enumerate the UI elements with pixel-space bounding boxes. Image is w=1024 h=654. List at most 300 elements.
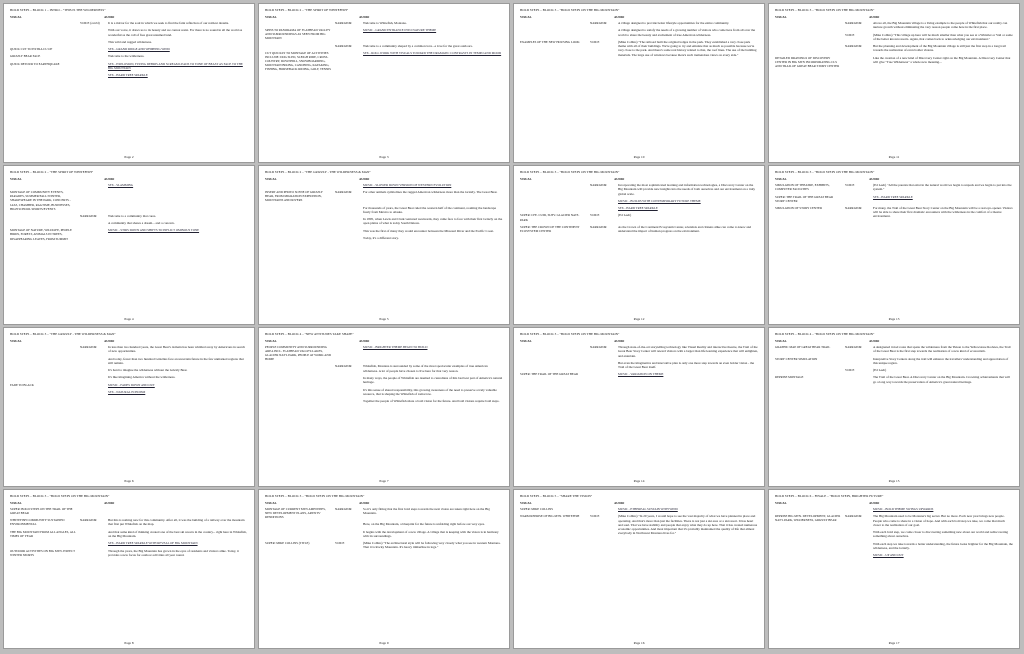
visual-cue xyxy=(10,390,76,394)
script-row xyxy=(10,530,248,539)
narration-text: This was the first of many they would encounter between the Missouri River and the Pacific Coast. xyxy=(363,228,494,233)
sound-music-cue: MUSIC - GRAND ENTRANCE INTO NATURE THEME xyxy=(363,28,437,33)
visual-cue xyxy=(265,236,331,240)
visual-column-heading: VISUAL xyxy=(265,501,277,505)
script-row xyxy=(775,33,1013,42)
sound-music-cue: SFX - SLAMMING xyxy=(108,183,134,187)
page-number: Page 6 xyxy=(124,478,134,483)
narration-text: For other animals symbolizes the rugged American wilderness more than the Grizzly. The Great Bear. xyxy=(363,190,498,195)
audio-column-heading: AUDIO xyxy=(869,501,880,505)
visual-cue: REPRISE BIG MTN. DEVELOPMENT, GLACIER NAT'L PARK, WILDERNESS, GRIZZLY BEAR xyxy=(775,514,841,523)
script-row xyxy=(10,28,248,37)
document-page[interactable] xyxy=(4,4,254,162)
document-page[interactable] xyxy=(259,328,509,486)
script-row xyxy=(10,541,248,545)
visual-cue: INSERT AND PHOTO SCENE OF GRIZZLY BEAR, FROM MIGRATION EXPEDITION, MOUNTAINS AND RIVERS xyxy=(265,190,323,203)
sound-music-cue: MUSIC - VARIATION ON THEME xyxy=(618,372,664,377)
page-number: Page 13 xyxy=(888,316,900,321)
sound-music-cue: MUSIC - SLOWER DOWN VERSION OF WESTERN EVOLUTION xyxy=(363,183,452,187)
speaker-label xyxy=(80,228,104,240)
visual-cue xyxy=(775,368,841,372)
script-row xyxy=(775,375,1013,384)
audio-text xyxy=(108,214,248,218)
visual-cue xyxy=(520,206,586,210)
audio-text xyxy=(108,507,248,515)
script-row xyxy=(775,507,1013,511)
visual-cue: SUPER: MIKE COLLINS (TITLE) xyxy=(265,541,310,546)
audio-text xyxy=(873,368,1013,372)
audio-text xyxy=(363,364,503,373)
audio-text xyxy=(108,390,248,394)
script-body xyxy=(775,183,1013,316)
narration-text: But this is nothing new for this community. After all, it was the building of a railway over the mountain that first put Whitefish on the map. xyxy=(108,518,245,527)
audio-text xyxy=(873,183,1013,192)
visual-cue: THE BIG MOUNTAIN FROM ALL ANGLES, ALL TIMES OF YEAR xyxy=(10,529,76,538)
audio-text xyxy=(618,225,758,234)
narration-text: But the planning and development of the Big Mountain village is still just the first step in a long trail towards the realization of even bolder visions. xyxy=(873,44,1006,53)
visual-cue xyxy=(265,530,331,539)
audio-text xyxy=(108,368,248,372)
page-header: BOLD STEPS – BLOCK 3 – "BOLD STEPS ON THE BIG MOUNTAIN" xyxy=(520,170,620,174)
narration-text: Above all, the Big Mountain village is a living example to the people of Whitefish that our reality can nurture growth without eliminating the very reason people come here in the first place. xyxy=(873,21,1008,30)
visual-column-heading: VISUAL xyxy=(10,177,22,181)
narration-text: (Ed Leeb) xyxy=(873,368,887,373)
audio-text xyxy=(873,542,1013,551)
audio-column-heading: AUDIO xyxy=(869,15,880,19)
narration-text: (Mike Collins) "The railroad built the original lodges in the park. They established a very close park theme with all of their buildings. We're going to try and emulate that as much as possible because we're very close to the park. And there's some real history related to that, the roof lines. The use of the building materials. The large use of windows because there's such tremendous views on every side." xyxy=(618,39,757,57)
script-body xyxy=(520,183,758,316)
narration-text: It's hard to imagine the wilderness without the Grizzly Bear. xyxy=(108,368,188,373)
document-page[interactable] xyxy=(514,166,764,324)
audio-text xyxy=(618,183,758,196)
audio-text xyxy=(873,206,1013,219)
visual-column-heading: VISUAL xyxy=(775,501,787,505)
speaker-label xyxy=(590,199,614,203)
audio-column-heading: AUDIO xyxy=(104,501,115,505)
narration-text: (Mike Collins) "In 20 years, I would hope to see the vast majority of what we have planned in place and operating. And that's more than just the facilities. There is not just a ski area or a ski resort. It has heart and soul. That we have stability and people that enjoy what they do up here. That it has created numerous economic opportunities. And most important that it's probably maintained the quality of life that almost everybody in Northwest Montana lives for." xyxy=(618,514,758,536)
sound-music-cue: MUSIC - ETHEREAL SUSTAIN WITH WIND xyxy=(618,507,678,511)
visual-column-heading: VISUAL xyxy=(10,501,22,505)
sound-music-cue: SFX - EXPLOSION, FLYING DEBRIS AND SCREAM LEADS TO TONE OF BEAST AS FACE TO THE BIG MOUNTAIN xyxy=(108,61,243,71)
audio-text xyxy=(618,372,758,376)
audio-text xyxy=(873,375,1013,384)
visual-cue: FADE TO BLACK xyxy=(10,382,34,387)
page-number: Page 17 xyxy=(888,640,900,645)
speaker-label xyxy=(335,28,359,40)
sound-music-cue: MUSIC - UP AND OUT xyxy=(873,553,904,558)
narration-text: Interpretive Story Centers along the trail will enhance the travellers' understanding and appreciation of this unique region. xyxy=(873,356,1009,365)
script-row xyxy=(265,541,503,550)
speaker-label xyxy=(335,183,359,187)
script-body xyxy=(10,345,248,478)
audio-text xyxy=(363,51,503,71)
narration-text: Together the people of Whitefish share a bold vision for the future. And bold visions require bold steps. xyxy=(363,399,500,404)
audio-text xyxy=(108,28,248,37)
script-row xyxy=(775,542,1013,551)
document-page[interactable] xyxy=(259,166,509,324)
visual-cue xyxy=(265,388,331,397)
document-page[interactable] xyxy=(4,328,254,486)
narration-text: The Big Mountain used to be Montana's big secret. But no more. Each new year brings new people. People who come to share in a vision of hope. And with each bold step we take, we come that much closer to the realization of our goal. xyxy=(873,514,1005,527)
narration-text: It begins with the development of a new village. A village that is keeping with the vision is in harmony with its surroundings. xyxy=(363,529,499,538)
sound-music-cue: MUSIC - BRIGHTER THEME BEGIN TO BUILD xyxy=(363,345,428,349)
audio-text xyxy=(873,507,1013,511)
document-page[interactable] xyxy=(259,490,509,648)
narration-text: Welcome to a community that cares. xyxy=(108,213,157,218)
speaker-label xyxy=(335,522,359,526)
script-row xyxy=(10,390,248,394)
document-page[interactable] xyxy=(769,490,1019,648)
visual-cue: MONTAGE OF COMMUNITY EVENTS, PARADES, SUMMER/FALL/WINTER, SHAKESPEARE IN THE PARK, CONCERTS - JAZZ, CHAMBER, RAGTIME, BUSINESSES, HIGH SCHOOL SPORTS/EVENTS xyxy=(10,190,71,211)
speaker-label: NARRATOR xyxy=(845,44,862,49)
script-row xyxy=(10,345,248,354)
document-page[interactable] xyxy=(769,4,1019,162)
narration-text: Incorporating the most sophisticated learning and information technologies, a Discovery Center on the Big Mountain will provide new insights into the needs of both ourselves and our environment on a truly global scale. xyxy=(618,183,756,196)
speaker-label xyxy=(80,530,104,539)
audio-column-heading: AUDIO xyxy=(614,15,625,19)
visual-cue xyxy=(10,345,76,354)
audio-text xyxy=(618,206,758,210)
speaker-label: NARRATOR xyxy=(845,21,862,25)
document-page[interactable] xyxy=(514,490,764,648)
narration-text: It's like imagining America without the wilderness. xyxy=(108,375,176,380)
script-body xyxy=(265,507,503,640)
page-number: Page 4 xyxy=(124,316,134,321)
visual-cue xyxy=(520,21,586,25)
visual-column-heading: VISUAL xyxy=(775,339,787,343)
script-row xyxy=(520,206,758,210)
narration-text: Welcome to a community shaped by a common love...a love for the great outdoors. xyxy=(363,43,473,48)
page-number: Page 10 xyxy=(633,154,645,159)
speaker-label: VOICE xyxy=(845,368,855,373)
script-row xyxy=(775,530,1013,539)
script-body xyxy=(10,21,248,154)
audio-text xyxy=(363,522,503,526)
visual-cue xyxy=(775,33,841,42)
speaker-label xyxy=(335,236,359,240)
script-row xyxy=(520,21,758,25)
narration-text: Through the years, the Big Mountain has grown in the eyes of residents and visitors alike. Today, it provides a new focus for outdoor activities all year round. xyxy=(108,548,239,557)
script-row xyxy=(265,236,503,240)
visual-cue: REPRISE MONTAGE xyxy=(775,375,804,380)
speaker-label xyxy=(80,507,104,515)
sound-music-cue: MUSIC - BUILDS WITH CONTEMPORARY FUTURE THEME xyxy=(618,198,701,203)
document-page[interactable] xyxy=(514,4,764,162)
audio-text xyxy=(873,514,1013,527)
script-row xyxy=(10,549,248,558)
script-row xyxy=(265,21,503,25)
script-row xyxy=(520,40,758,57)
document-page[interactable] xyxy=(514,328,764,486)
speaker-label xyxy=(80,28,104,37)
audio-text xyxy=(108,183,248,187)
audio-text xyxy=(108,541,248,545)
audio-text xyxy=(363,21,503,25)
visual-cue xyxy=(775,21,841,30)
speaker-label: VOICE (cont'd) xyxy=(80,21,100,25)
visual-cue xyxy=(10,73,76,77)
narration-text: In many ways, the people of Whitefish are deemed to custodians of this last best part of America's natural heritage. xyxy=(363,375,503,385)
speaker-label: NARRATOR xyxy=(80,213,97,218)
speaker-label xyxy=(80,62,104,71)
script-row xyxy=(775,44,1013,53)
narration-text: (Ed Leeb) "All the parents that exist in the natural world we begin to unpack and we begin to put into the system." xyxy=(873,183,1012,192)
audio-text xyxy=(363,190,503,202)
visual-cue xyxy=(775,553,841,557)
narration-text: Whitefish, Montana is surrounded by some of the most spectacular examples of true American wilderness. A lot of people have chosen to live here for that very reason. xyxy=(363,364,488,373)
visual-cue xyxy=(10,40,76,44)
script-row xyxy=(775,21,1013,30)
script-row xyxy=(265,530,503,539)
visual-cue xyxy=(775,44,841,53)
audio-text xyxy=(873,345,1013,354)
script-row xyxy=(265,507,503,519)
audio-text xyxy=(108,345,248,354)
visual-cue: SUPER: BOLD STEPS ON THE TRAIL OF THE GREAT BEAR xyxy=(10,507,73,516)
script-body xyxy=(265,345,503,478)
visual-cue xyxy=(10,541,76,545)
narration-text: (Mike Collins) "This village up here will be much smaller than what you see at a Whistler or Vail or some of the better known resorts. Again, that comes back to acknowledging our environment." xyxy=(873,32,1013,41)
audio-text xyxy=(363,236,503,240)
script-body xyxy=(10,507,248,640)
audio-text xyxy=(363,388,503,397)
sound-music-cue: SFX - HARD TREE SPARKLE xyxy=(108,73,148,78)
speaker-label: VOICE xyxy=(845,183,855,187)
script-row xyxy=(775,206,1013,219)
audio-text xyxy=(363,28,503,40)
narration-text: With each step we take towards a better understanding, the future looks brighter for the Big Mountain, the wilderness, and the Grizzly. xyxy=(873,541,1013,551)
speaker-label xyxy=(590,361,614,370)
visual-cue: OUTDOOR ACTIVITIES ON BIG MTN. EXPECT WINTER SPORTS xyxy=(10,548,75,557)
script-row xyxy=(775,183,1013,192)
script-body xyxy=(775,345,1013,478)
audio-column-heading: AUDIO xyxy=(869,339,880,343)
audio-text xyxy=(108,21,248,25)
script-row xyxy=(10,507,248,515)
script-row xyxy=(520,28,758,37)
narration-text: For many, the Trail of the Great Bear Story Center on the Big Mountain will be a real eye-opener. Visitors will be able to share their first dramatic encounters with the wilderness in the comfort of a theatre environment. xyxy=(873,205,1013,219)
script-row xyxy=(520,372,758,376)
audio-text xyxy=(873,530,1013,539)
speaker-label: VOICE xyxy=(845,32,855,37)
page-number: Page 3 xyxy=(379,154,389,159)
speaker-label xyxy=(590,206,614,210)
narration-text: And today, fewer than two hundred Grizzlies face an uncertain future in the few unmarked regions that still remain. xyxy=(108,356,244,365)
speaker-label: NARRATOR xyxy=(80,518,97,523)
narration-text: As the Crown of the Continent Ecosystem Center, scientists and citizens alike can come to know and understand the impact of human progress on the environment. xyxy=(618,224,752,233)
audio-text xyxy=(108,518,248,527)
script-row xyxy=(265,399,503,403)
narration-text: But even the imaginative and innovative plan is only one more step towards an even bolder vision - the Trail of the Great Bear itself. xyxy=(618,360,755,370)
page-number: Page 16 xyxy=(633,640,645,645)
page-number: Page 11 xyxy=(888,154,900,159)
script-row xyxy=(10,40,248,44)
visual-column-heading: VISUAL xyxy=(520,339,532,343)
audio-text xyxy=(108,228,248,240)
narration-text: A village designed to provide better lifestyle opportunities for the entire community. xyxy=(618,21,730,25)
audio-text xyxy=(108,190,248,210)
visual-cue: SIMULATION OF STORY CENTER xyxy=(775,205,823,210)
audio-text xyxy=(363,541,503,550)
script-row xyxy=(520,507,758,511)
script-row xyxy=(520,225,758,234)
visual-column-heading: VISUAL xyxy=(520,15,532,19)
visual-cue: PEOPLE COMMUNITY AND SURROUNDING AREA INCL. FLATHEAD VALLEY-LAKES, GLACIER NAT'L PARK, PEOPLE AT WORK AND HOME xyxy=(265,345,331,362)
visual-cue xyxy=(775,542,841,551)
audio-text xyxy=(873,21,1013,30)
audio-text xyxy=(618,199,758,203)
document-page[interactable] xyxy=(769,328,1019,486)
audio-text xyxy=(108,530,248,539)
script-row xyxy=(520,514,758,535)
visual-cue xyxy=(10,368,76,372)
audio-text xyxy=(618,40,758,57)
sound-music-cue: MUSIC - STIRS DOWN AND SHIFTS TO INFLICT OMINOUS TONE xyxy=(108,228,200,233)
script-row xyxy=(10,375,248,379)
visual-cue xyxy=(10,375,76,379)
speaker-label xyxy=(845,530,869,539)
script-row xyxy=(775,195,1013,203)
audio-text xyxy=(363,183,503,187)
audio-text xyxy=(108,357,248,366)
visual-cue: QUICK DETOUR TO EARTHQUAKE xyxy=(10,61,60,66)
audio-text xyxy=(873,33,1013,42)
narration-text: With each bold step, we come closer to discovering something new about our world and rediscovering something about ourselves. xyxy=(873,530,1009,539)
page-number: Page 14 xyxy=(633,478,645,483)
page-number: Page 5 xyxy=(379,316,389,321)
page-header: BOLD STEPS – BLOCK 6 – FINALE – "BOLD STEPS, BRIGHTER FUTURE" xyxy=(775,494,884,498)
speaker-label xyxy=(845,375,869,384)
speaker-label: NARRATOR xyxy=(590,183,607,187)
visual-cue xyxy=(265,206,331,215)
script-row xyxy=(10,62,248,71)
script-row xyxy=(265,206,503,215)
audio-text xyxy=(108,47,248,51)
narration-text: (Ed Leeb) xyxy=(618,213,632,218)
visual-cue: SUPER: CFE. CUID, SUPV. GLACIER NAT'L PARK xyxy=(520,213,580,222)
visual-cue xyxy=(265,229,331,233)
script-row xyxy=(10,21,248,25)
script-row xyxy=(265,376,503,385)
visual-column-heading: VISUAL xyxy=(520,177,532,181)
speaker-label xyxy=(845,357,869,366)
script-row xyxy=(10,190,248,210)
visual-cue: SUPER: MIKE COLLINS xyxy=(520,507,554,511)
page-header: BOLD STEPS – BLOCK 2 – "THE GRIZZLY - THE WILDERNESS & MAN" xyxy=(265,170,371,174)
visual-cue xyxy=(265,217,331,226)
speaker-label xyxy=(335,217,359,226)
speaker-label xyxy=(80,190,104,210)
page-header: BOLD STEPS – BLOCK 3 – "BOLD STEPS ON THE BIG MOUNTAIN" xyxy=(265,494,365,498)
audio-text xyxy=(108,221,248,225)
script-row xyxy=(10,368,248,372)
audio-text xyxy=(873,44,1013,53)
script-body xyxy=(265,21,503,154)
speaker-label: VOICE xyxy=(590,213,600,218)
speaker-label xyxy=(80,390,104,394)
speaker-label xyxy=(80,47,104,51)
audio-text xyxy=(618,507,758,511)
document-page[interactable] xyxy=(259,4,509,162)
narration-text: And that same kind of thinking created one of the best ski resorts in the country... right here in Whitefish, on the Big Mountain. xyxy=(108,529,247,539)
sound-music-cue: SFX - NATURAL ECHOISM xyxy=(108,390,146,395)
script-row xyxy=(265,217,503,226)
script-row xyxy=(520,183,758,196)
page-header: BOLD STEPS – BLOCK 2 – "THE SPIRIT OF WHITEFISH" xyxy=(10,170,94,174)
page-header: BOLD STEPS – BLOCK 5 – "SHARE THE VISION" xyxy=(520,494,593,498)
audio-text xyxy=(108,549,248,558)
visual-cue: EXAMPLES OF THE NEW HOUSING LOOK xyxy=(520,39,580,44)
script-row xyxy=(775,553,1013,557)
narration-text: Through state-of-the-art storytelling technology like Visual Reality and interactive theatre, the Trail of the Great Bear Story Center will reward visitors with a larger than life learning experience that will enlighten, and entertain. xyxy=(618,345,758,358)
audio-text xyxy=(363,44,503,48)
audio-text xyxy=(108,40,248,44)
page-number: Page 15 xyxy=(888,478,900,483)
document-page[interactable] xyxy=(769,166,1019,324)
script-body xyxy=(775,507,1013,640)
audio-text xyxy=(618,213,758,221)
script-row xyxy=(10,47,248,51)
narration-text: A designated travel route that spans the wilderness from the Yukon to the Yellowstone Rockies, the Trail of the Great Bear is the first step towards the realization of a new kind of ecotourism. xyxy=(873,345,1011,354)
sound-music-cue: SFX - HARD TREE SPARKLE WITH REVEAL OF BIG MOUNTAIN xyxy=(108,541,198,546)
script-row xyxy=(265,28,503,40)
script-row xyxy=(10,228,248,240)
script-body xyxy=(520,21,758,154)
script-row xyxy=(520,361,758,370)
visual-cue xyxy=(265,21,331,25)
speaker-label xyxy=(845,553,869,557)
script-row xyxy=(265,229,503,233)
speaker-label: NARRATOR xyxy=(335,507,352,511)
script-row xyxy=(265,183,503,187)
audio-text xyxy=(618,28,758,37)
script-row xyxy=(775,514,1013,527)
page-thumbnail-grid xyxy=(4,4,1020,650)
script-row xyxy=(520,199,758,203)
visual-cue: SIMULATION OF THEATRE, EXHIBITS, COMPUTER FACILITIES xyxy=(775,183,830,192)
narration-text: In 1805, when Lewis and Clark ventured westwards, they came face to face with their first Grizzly on the open plains of what is today South Dakota. xyxy=(363,217,503,226)
script-row xyxy=(520,213,758,221)
visual-column-heading: VISUAL xyxy=(10,15,22,19)
document-page[interactable] xyxy=(4,490,254,648)
script-row xyxy=(10,54,248,58)
speaker-label xyxy=(335,399,359,403)
visual-column-heading: VISUAL xyxy=(775,177,787,181)
visual-cue: STORY CENTER SIMULATION xyxy=(775,356,818,361)
speaker-label: NARRATOR xyxy=(845,345,862,349)
audio-text xyxy=(618,514,758,535)
page-header: BOLD STEPS – BLOCK 2 – "THE SPIRIT OF WHITEFISH" xyxy=(265,8,349,12)
speaker-label xyxy=(845,507,869,511)
audio-text xyxy=(873,553,1013,557)
page-header: BOLD STEPS – BLOCK 3 – "BOLD STEPS ON THE BIG MOUNTAIN" xyxy=(775,8,875,12)
audio-text xyxy=(363,399,503,403)
page-header: BOLD STEPS – BLOCK 1 – INTRO – "THIS IS THE WILDERNESS" xyxy=(10,8,106,12)
audio-text xyxy=(363,206,503,215)
speaker-label xyxy=(335,376,359,385)
page-header: BOLD STEPS – BLOCK 4 – "BOLD STEPS ON THE BIG MOUNTAIN" xyxy=(775,332,875,336)
audio-column-heading: AUDIO xyxy=(359,15,370,19)
document-page[interactable] xyxy=(4,166,254,324)
audio-text xyxy=(363,229,503,233)
speaker-label xyxy=(80,183,104,187)
visual-cue xyxy=(775,530,841,539)
visual-cue xyxy=(10,21,76,25)
speaker-label xyxy=(80,357,104,366)
visual-cue xyxy=(10,221,76,225)
speaker-label xyxy=(80,221,104,225)
script-row xyxy=(265,44,503,48)
